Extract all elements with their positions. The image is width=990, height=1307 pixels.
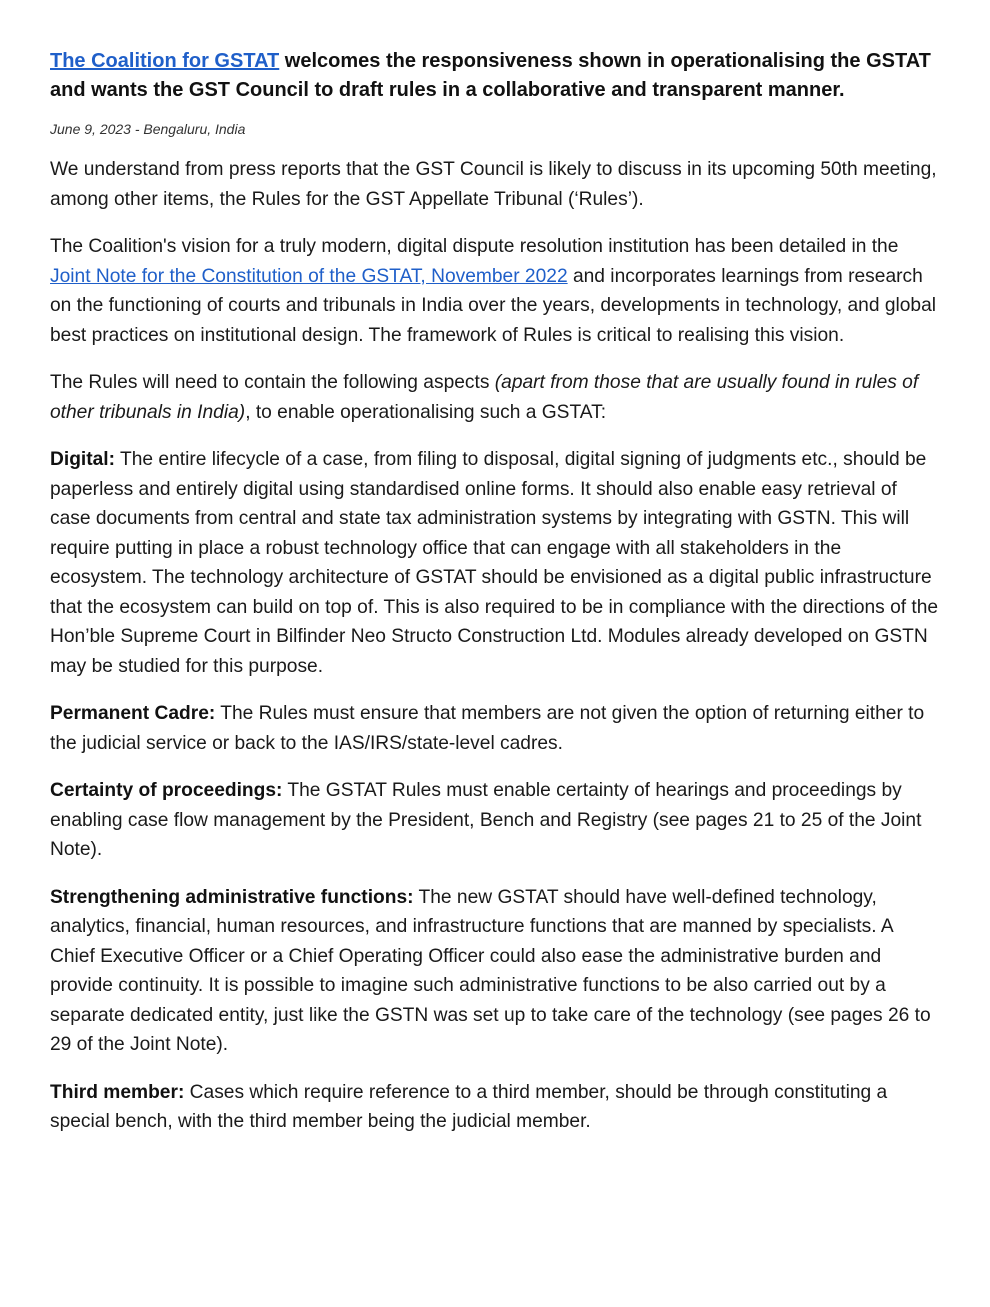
point-text: Cases which require reference to a third member, should be through constituting a special bench, with the third member being the judicial member.: [50, 1081, 888, 1132]
point-text: The entire lifecycle of a case, from filing to disposal, digital signing of judgments etc., should be paperless and entirely digital using standardised online forms. It should also enable easy retrieval of case documents from central and state tax administration systems by integrating with GSTN. This will require putting in place a robust technology office that can engage with all stakeholders in the ecosystem. The technology architecture of GSTAT should be envisioned as a digital public infrastructure that the ecosystem can build on top of. This is also required to be in compliance with the directions of the Hon’ble Supreme Court in Bilfinder Neo Structo Construction Ltd. Modules already developed on GSTN may be studied for this purpose.: [50, 449, 939, 677]
point-text: The new GSTAT should have well-defined technology, analytics, financial, human resources, and infrastructure functions that are manned by specialists. A Chief Executive Officer or a Chief Operating Officer could also ease the administrative burden and provide continuity. It is possible to imagine such administrative functions to be also carried out by a separate dedicated entity, just like the GSTN was set up to take care of the technology (see pages 26 to 29 of the Joint Note).: [50, 886, 931, 1055]
point-certainty-of-proceedings: [50, 776, 942, 865]
point-administrative-functions: [50, 883, 942, 1060]
vision-text-after: and incorporates learnings from research on the functioning of courts and tribunals in India over the years, developments in technology, and global best practices on institutional design. The framework of Rules is critical to realising this vision.: [50, 265, 937, 346]
point-title: Permanent Cadre:: [50, 703, 216, 724]
joint-note-link[interactable]: Joint Note for the Constitution of the GSTAT, November 2022: [50, 265, 568, 287]
vision-paragraph: [50, 232, 942, 350]
aspects-text-before: The Rules will need to contain the following aspects: [50, 372, 495, 393]
vision-text-before: The Coalition's vision for a truly modern, digital dispute resolution institution has been detailed in the: [50, 236, 899, 257]
point-title: Strengthening administrative functions:: [50, 886, 414, 908]
point-title: Third member:: [50, 1081, 185, 1103]
point-title: Digital:: [50, 449, 116, 470]
aspects-text-after: , to enable operationalising such a GSTAT:: [245, 401, 607, 423]
intro-paragraph: We understand from press reports that the GST Council is likely to discuss in its upcoming 50th meeting, among other items, the Rules for the GST Appellate Tribunal (‘Rules’).: [50, 159, 937, 210]
point-text: The GSTAT Rules must enable certainty of hearings and proceedings by enabling case flow management by the President, Bench and Registry (see pages 21 to 25 of the Joint Note).: [50, 780, 922, 860]
point-text: The Rules must ensure that members are not given the option of returning either to the judicial service or back to the IAS/IRS/state-level cadres.: [50, 703, 925, 754]
dateline: June 9, 2023 - Bengaluru, India: [50, 121, 246, 137]
point-title: Certainty of proceedings:: [50, 780, 283, 801]
headline: [50, 47, 942, 105]
point-digital: [50, 445, 942, 681]
aspects-paragraph: [50, 368, 942, 427]
coalition-link[interactable]: The Coalition for GSTAT: [50, 50, 280, 72]
point-permanent-cadre: [50, 699, 942, 758]
point-third-member: [50, 1078, 942, 1137]
headline-text: welcomes the responsiveness shown in operationalising the GSTAT and wants the GST Council to draft rules in a collaborative and transparent manner.: [50, 50, 931, 101]
aspects-italic-text: (apart from those that are usually found in rules of other tribunals in India): [50, 372, 919, 423]
